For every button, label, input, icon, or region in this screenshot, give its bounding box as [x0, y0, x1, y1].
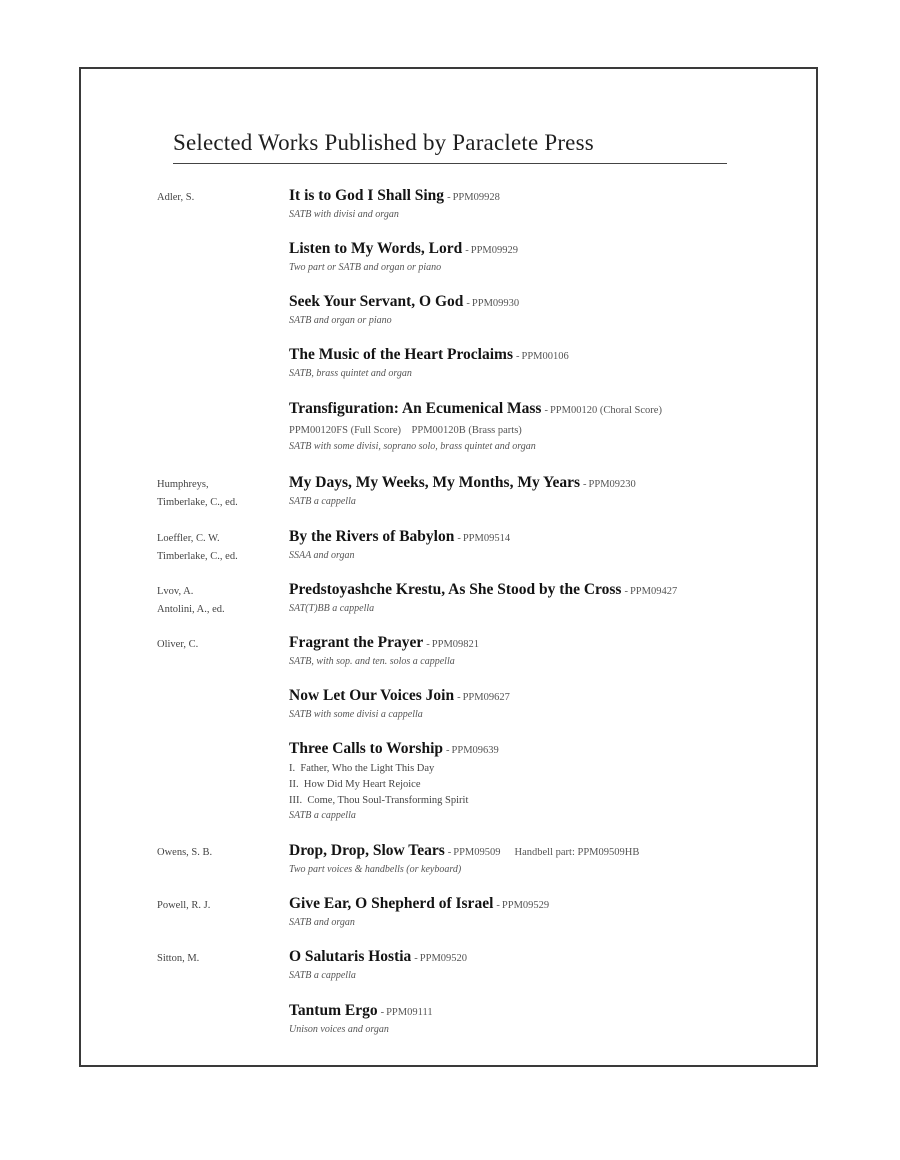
separator-dash: -: [457, 692, 461, 703]
title-line: [289, 1000, 819, 1023]
work-details: [289, 946, 819, 983]
catalog-number: PPM09514: [462, 533, 511, 544]
separator-dash: -: [544, 405, 548, 416]
voicing: SATB and organ or piano: [289, 315, 392, 326]
work-details: [289, 840, 819, 877]
title-line: [289, 579, 819, 602]
composer-line: Lvov, A.: [157, 586, 194, 597]
work-title: By the Rivers of Babylon: [289, 528, 455, 545]
catalog-number: PPM09529: [501, 900, 550, 911]
composer-name: [157, 897, 282, 915]
catalog-number: PPM09821: [431, 639, 480, 650]
title-line: [289, 472, 819, 495]
work-title: The Music of the Heart Proclaims: [289, 346, 513, 363]
title-line: [289, 632, 819, 655]
voicing: SATB a cappella: [289, 496, 356, 507]
work-details: [289, 238, 819, 275]
work-title: Listen to My Words, Lord: [289, 240, 463, 257]
work-details: [289, 472, 819, 509]
title-line: [289, 840, 819, 863]
catalog-number: PPM00106: [521, 351, 569, 362]
separator-dash: -: [465, 245, 469, 256]
composer-name: [157, 950, 282, 968]
separator-dash: -: [426, 639, 430, 650]
separator-dash: -: [624, 586, 628, 597]
catalog-number: PPM00120 (Choral Score): [549, 405, 662, 416]
work-details: [289, 579, 819, 616]
catalog-number: PPM09928: [452, 192, 500, 203]
title-line: [289, 946, 819, 969]
work-title: Fragrant the Prayer: [289, 634, 424, 651]
movement: III. Come, Thou Soul-Transforming Spirit: [289, 795, 469, 806]
title-line: [289, 344, 819, 367]
work-title: O Salutaris Hostia: [289, 948, 412, 965]
voicing: SATB, brass quintet and organ: [289, 368, 412, 379]
voicing: SATB with some divisi, soprano solo, brass quintet and organ: [289, 441, 536, 452]
voicing: SSAA and organ: [289, 550, 355, 561]
separator-dash: -: [496, 900, 500, 911]
separator-dash: -: [380, 1007, 385, 1018]
work-details: [289, 893, 819, 930]
work-title: Predstoyashche Krestu, As She Stood by the Cross: [289, 581, 622, 598]
voicing: Unison voices and organ: [289, 1024, 389, 1035]
work-details: [289, 738, 819, 823]
voicing: Two part or SATB and organ or piano: [289, 262, 442, 273]
movement: I. Father, Who the Light This Day: [289, 763, 435, 774]
title-line: [289, 738, 819, 761]
work-title: It is to God I Shall Sing: [289, 187, 445, 204]
composer-name: [157, 583, 282, 619]
composer-name: [157, 476, 282, 512]
title-rule: [173, 163, 727, 164]
voicing: SATB a cappella: [289, 970, 356, 981]
composer-line: Timberlake, C., ed.: [157, 497, 238, 508]
work-details: [289, 185, 819, 222]
work-details: [289, 526, 819, 563]
catalog-number: PPM09627: [462, 692, 510, 703]
composer-name: [157, 844, 282, 862]
voicing: Two part voices & handbells (or keyboard): [289, 864, 462, 875]
catalog-number: PPM09230: [588, 479, 636, 490]
catalog-number: PPM09509: [453, 847, 501, 858]
composer-line: Sitton, M.: [157, 953, 200, 964]
additional-catalog-numbers: PPM00120FS (Full Score) PPM00120B (Brass parts): [289, 425, 522, 436]
separator-dash: -: [446, 745, 450, 756]
work-details: [289, 685, 819, 722]
catalog-number: PPM09427: [629, 586, 678, 597]
work-title: Three Calls to Worship: [289, 740, 444, 757]
catalog-number: PPM09520: [419, 953, 468, 964]
voicing: SATB and organ: [289, 917, 355, 928]
catalog-number: PPM09639: [451, 745, 499, 756]
work-details: [289, 632, 819, 669]
work-title: Give Ear, O Shepherd of Israel: [289, 895, 494, 912]
catalog-number: PPM09929: [470, 245, 519, 256]
page-title: Selected Works Published by Paraclete Press: [173, 130, 594, 155]
voicing: SATB a cappella: [289, 810, 356, 821]
composer-line: Humphreys,: [157, 479, 209, 490]
catalog-number: PPM09111: [386, 1007, 433, 1018]
voicing: SATB, with sop. and ten. solos a cappella: [289, 656, 455, 667]
work-title: Tantum Ergo: [289, 1002, 378, 1019]
work-title: Seek Your Servant, O God: [289, 293, 464, 310]
voicing: SATB with divisi and organ: [289, 209, 399, 220]
separator-dash: -: [447, 847, 452, 858]
title-line: [289, 685, 819, 708]
title-line: [289, 893, 819, 916]
separator-dash: -: [414, 953, 418, 964]
title-line: [289, 398, 819, 421]
handbell-part: Handbell part: PPM09509HB: [514, 847, 640, 858]
work-title: Drop, Drop, Slow Tears: [289, 842, 445, 859]
composer-name: [157, 530, 282, 566]
composer-name: [157, 189, 282, 207]
title-line: [289, 238, 819, 261]
separator-dash: -: [447, 192, 451, 203]
work-title: Transfiguration: An Ecumenical Mass: [289, 400, 542, 417]
voicing: SATB with some divisi a cappella: [289, 709, 423, 720]
work-details: [289, 344, 819, 381]
composer-line: Powell, R. J.: [157, 900, 211, 911]
title-line: [289, 526, 819, 549]
work-title: My Days, My Weeks, My Months, My Years: [289, 474, 581, 491]
separator-dash: -: [457, 533, 461, 544]
separator-dash: -: [583, 479, 587, 490]
composer-line: Adler, S.: [157, 192, 195, 203]
separator-dash: -: [516, 351, 520, 362]
composer-line: Owens, S. B.: [157, 847, 213, 858]
movement: II. How Did My Heart Rejoice: [289, 779, 421, 790]
title-line: [289, 291, 819, 314]
voicing: SAT(T)BB a cappella: [289, 603, 375, 614]
work-details: [289, 1000, 819, 1037]
work-details: [289, 291, 819, 328]
composer-line: Antolini, A., ed.: [157, 604, 225, 615]
composer-line: Oliver, C.: [157, 639, 199, 650]
catalog-number: PPM09930: [471, 298, 520, 309]
title-line: [289, 185, 819, 208]
composer-name: [157, 636, 282, 654]
work-title: Now Let Our Voices Join: [289, 687, 455, 704]
separator-dash: -: [466, 298, 470, 309]
composer-line: Timberlake, C., ed.: [157, 551, 238, 562]
work-details: [289, 398, 819, 454]
composer-line: Loeffler, C. W.: [157, 533, 220, 544]
